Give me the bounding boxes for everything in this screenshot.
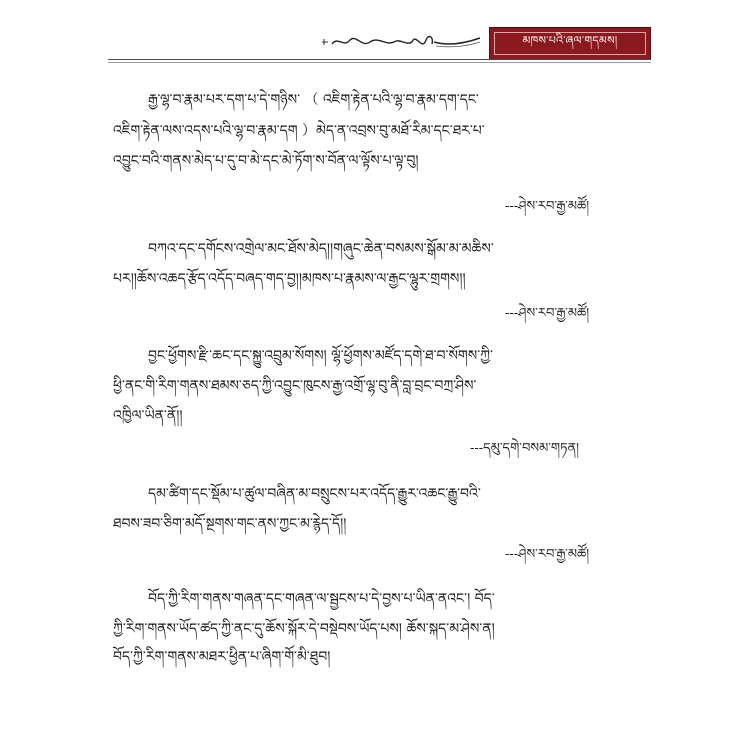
quote-1-line-2: འཇིག་རྟེན་ལས་འདས་པའི་ལྷ་བ་རྣམ་དག ）མེད་ན་འབྲས་བུ་མཐོ་རིམ་དང་ཐར་པ་ [113, 123, 485, 139]
quote-2-line-1: བཀའ་དང་དགོངས་འགྲེལ་མང་ཐོས་མེད།།གཞུང་ཆེན་བསམས་སྒོམ་མ་མཆིས་ [148, 241, 494, 257]
header-rule [108, 59, 651, 60]
badge-title: མཁས་པའི་ཞལ་གདམས། [522, 34, 618, 47]
quote-5-line-3: བོད་ཀྱི་རིག་གནས་མཐར་ཕྱིན་པ་ཞིག་གོ་མི་ཐུབ། [113, 649, 331, 665]
section-title-badge [489, 27, 651, 60]
quote-3-attribution: ---དམུ་དགེ་བསམ་གཏན། [470, 441, 580, 456]
quote-4-attribution: ---ཤེས་རབ་རྒྱ་མཚོ། [505, 547, 590, 562]
quote-5-line-2: ཀྱི་རིག་གནས་ཡོད་ཚད་ཀྱི་ནང་དུ་ཆོས་སྐོར་དེ་བསྡེབས་ཡོད་པས། ཆོས་སྐད་མ་ཤེས་ན། [113, 621, 495, 637]
quote-2-attribution: ---ཤེས་རབ་རྒྱ་མཚོ། [505, 306, 590, 321]
quote-1-line-3: འབྱུང་བའི་གནས་མེད་པ་དུ་བ་མེ་དང་མེ་ཏོག་ས་བོན་ལ་ལྟོས་པ་ལྟ་བུ། [113, 153, 419, 169]
quote-4-line-2: ཐབས་ཟབ་ཅིག་མདོ་སྔགས་གང་ནས་ཀྱང་མ་རྙེད་དོ།། [113, 516, 347, 532]
quote-1-line-1: རྒྱ་ལྷ་བ་རྣམ་པར་དག་པ་དེ་གཉིས་ （ འཇིག་རྟེན་པའི་ལྷ་བ་རྣམ་དག་དང་ [148, 92, 479, 108]
quote-2-line-2: པར།།ཆོས་འཆད་རྩོད་འདོད་བཞད་གད་བྱ།།མཁས་པ་རྣམས་ལ་རྒྱང་ལྷུར་གྲགས།། [113, 271, 466, 287]
quote-4-line-1: དམ་ཚིག་དང་སྡོམ་པ་ཚུལ་བཞིན་མ་བསྲུངས་པར་འདོད་རྒྱུར་འཆང་རྒྱུ་བའི་ [148, 486, 481, 502]
calligraphic-flourish-icon [318, 28, 483, 56]
quote-1-attribution: ---ཤེས་རབ་རྒྱ་མཚོ། [505, 199, 590, 214]
quote-3-line-1: བྱང་ཕྱོགས་རྫི་ཆང་དང་སྐྱུ་འབྲུམ་སོགས། ལྷོ་ཕྱོགས་མཛོད་དགེ་ཐ་བ་སོགས་ཀྱི་ [148, 348, 493, 364]
quote-3-line-2: ཕྱི་ནང་གི་རིག་གནས་ཐམས་ཅད་ཀྱི་འབྱུང་ཁུངས་རྒྱ་འགྲོ་ལྷ་བུ་ནི་བླ་བྲང་བཀྲ་ཤིས་ [113, 378, 477, 394]
header-rule-secondary [108, 62, 651, 63]
quote-5-line-1: བོད་ཀྱི་རིག་གནས་གཞན་དང་གཞན་ལ་སྦྱངས་པ་དེ་བྱས་པ་ཡིན་ནའང་། བོད་ [148, 591, 495, 607]
quote-3-line-3: འཁྱིལ་ཡིན་ནོ།། [113, 408, 183, 424]
